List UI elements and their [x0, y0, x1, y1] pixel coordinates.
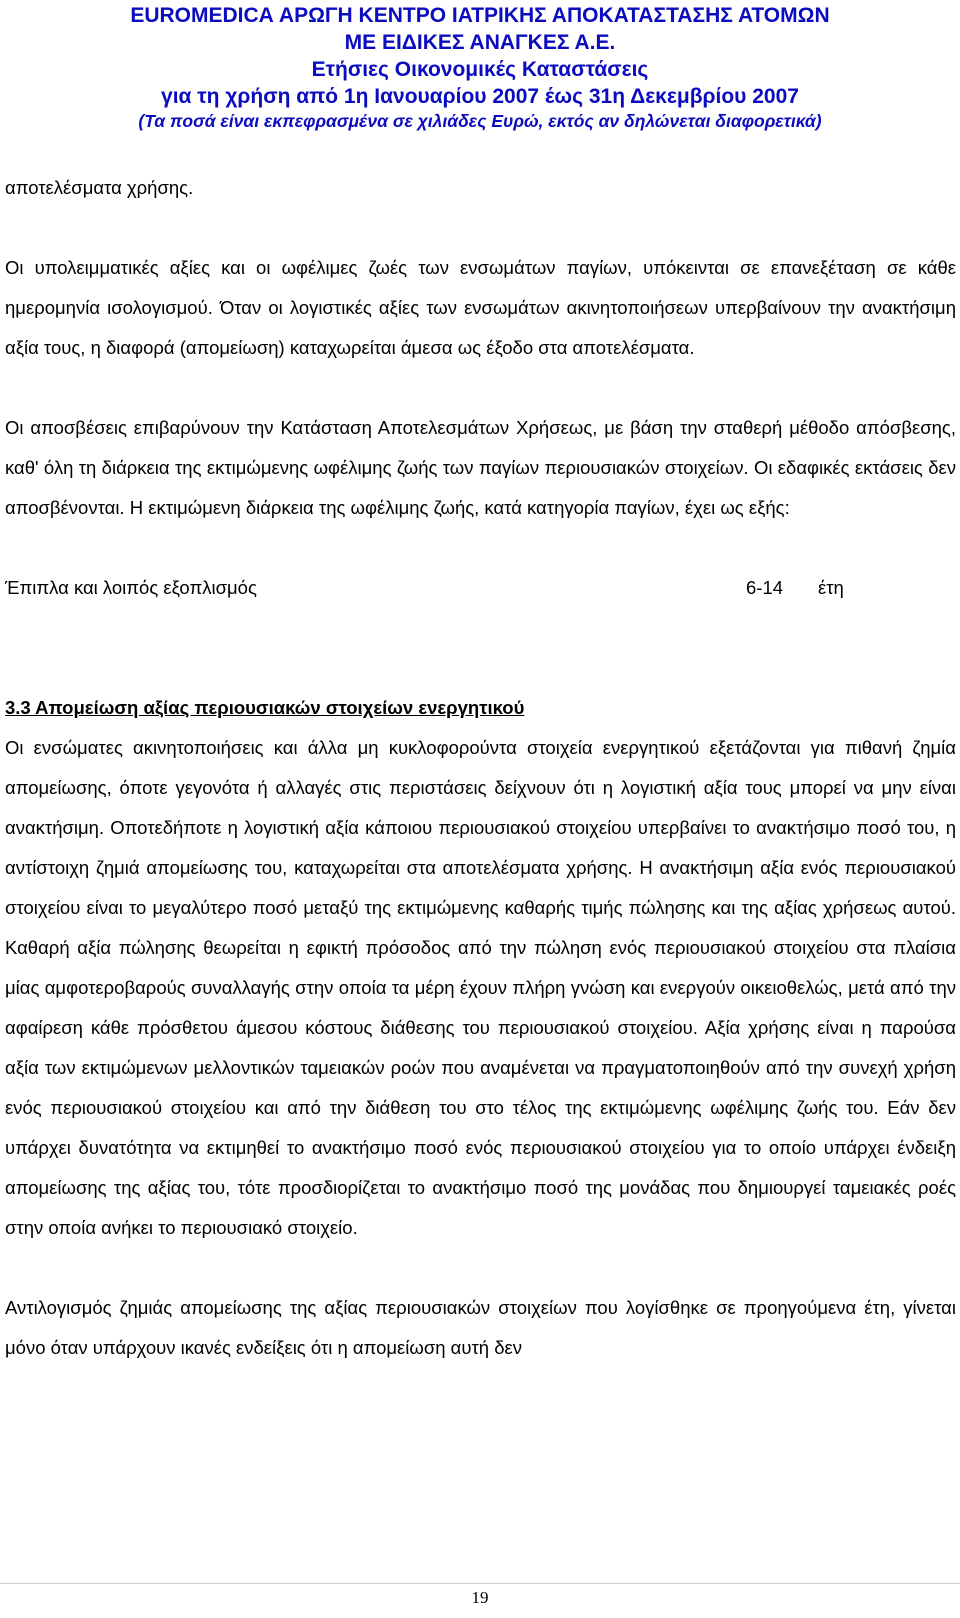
paragraph-continuation: αποτελέσματα χρήσης.: [5, 177, 194, 198]
document-header: [0, 2, 960, 132]
document-body: [5, 168, 956, 1368]
useful-life-unit: έτη: [818, 577, 844, 598]
page-number: 19: [471, 1588, 489, 1607]
useful-life-row: [5, 568, 956, 608]
useful-life-value: 6-14: [746, 577, 784, 598]
paragraph-reversal: Αντιλογισμός ζημιάς απομείωσης της αξίας περιουσιακών στοιχείων που λογίσθηκε σε προηγούμενα έτη, γίνεται μόνο όταν υπάρχουν ικανές ενδείξεις ότι η απομείωση αυτή δεν: [5, 1297, 956, 1358]
report-title: Ετήσιες Οικονομικές Καταστάσεις: [311, 58, 649, 81]
paragraph-depreciation: Οι αποσβέσεις επιβαρύνουν την Κατάσταση Αποτελεσμάτων Χρήσεως, με βάση την σταθερή μέθοδο απόσβεσης, καθ' όλη τη διάρκεια της εκτιμώμενης ωφέλιμης ζωής των παγίων περιουσιακών στοιχείων. Οι εδαφικές εκτάσεις δεν αποσβένονται. Η εκτιμώμενη διάρκεια της ωφέλιμης ζωής, κατά κατηγορία παγίων, έχει ως εξής:: [5, 417, 956, 518]
paragraph-impairment: Οι ενσώματες ακινητοποιήσεις και άλλα μη κυκλοφορούντα στοιχεία ενεργητικού εξετάζονται για πιθανή ζημία απομείωσης, όποτε γεγονότα ή αλλαγές στις περιστάσεις δείχνουν ότι η λογιστική αξία τους μπορεί να μην είναι ανακτήσιμη. Οποτεδήποτε η λογιστική αξία κάποιου περιουσιακού στοιχείου υπερβαίνει το ανακτήσιμο ποσό του, η αντίστοιχη ζημιά απομείωσης του, καταχωρείται στα αποτελέσματα χρήσης. Η ανακτήσιμη αξία ενός περιουσιακού στοιχείου είναι το μεγαλύτερο ποσό μεταξύ της εκτιμώμενης καθαρής τιμής πώλησης και της αξίας χρήσεως αυτού. Καθαρή αξία πώλησης θεωρείται η εφικτή πρόσοδος από την πώληση ενός περιουσιακού στοιχείου στα πλαίσια μίας αμφοτεροβαρούς συναλλαγής στην οποία τα μέρη έχουν πλήρη γνώση και ενεργούν οικειοθελώς, μετά από την αφαίρεση κάθε πρόσθετου άμεσου κόστους διάθεσης του περιουσιακού στοιχείου. Αξία χρήσης είναι η παρούσα αξία των εκτιμώμενων μελλοντικών ταμειακών ροών που αναμένεται να πραγματοποιηθούν από την συνεχή χρήση ενός περιουσιακού στοιχείου και από την διάθεση του στο τέλος της εκτιμώμενης ωφέλιμης ζωής του. Εάν δεν υπάρχει δυνατότητα να εκτιμηθεί το ανακτήσιμο ποσό ενός περιουσιακού στοιχείου για το οποίο υπάρχει ένδειξη απομείωσης της αξίας του, τότε προσδιορίζεται το ανακτήσιμο ποσό της μονάδας που δημιουργεί ταμειακές ροές στην οποία ανήκει το περιουσιακό στοιχείο.: [5, 737, 956, 1238]
section-heading: 3.3 Απομείωση αξίας περιουσιακών στοιχείων ενεργητικού: [5, 697, 525, 718]
report-period: για τη χρήση από 1η Ιανουαρίου 2007 έως 31η Δεκεμβρίου 2007: [161, 85, 799, 108]
currency-note: (Τα ποσά είναι εκπεφρασμένα σε χιλιάδες Ευρώ, εκτός αν δηλώνεται διαφορετικά): [138, 111, 822, 131]
paragraph-residual-values: Οι υπολειμματικές αξίες και οι ωφέλιμες ζωές των ενσωμάτων παγίων, υπόκεινται σε επανεξέταση σε κάθε ημερομηνία ισολογισμού. Όταν οι λογιστικές αξίες των ενσωμάτων ακινητοποιήσεων υπερβαίνουν την ανακτήσιμη αξία τους, η διαφορά (απομείωση) καταχωρείται άμεσα ως έξοδο στα αποτελέσματα.: [5, 257, 956, 358]
company-name-continuation: ΜΕ ΕΙΔΙΚΕΣ ΑΝΑΓΚΕΣ Α.Ε.: [344, 31, 616, 54]
useful-life-label: Έπιπλα και λοιπός εξοπλισμός: [5, 577, 257, 598]
company-name-line: EUROMEDICA ΑΡΩΓΗ ΚΕΝΤΡΟ ΙΑΤΡΙΚΗΣ ΑΠΟΚΑΤΑΣΤΑΣΗΣ ΑΤΟΜΩΝ: [130, 4, 830, 27]
footer-divider: [0, 1583, 960, 1584]
